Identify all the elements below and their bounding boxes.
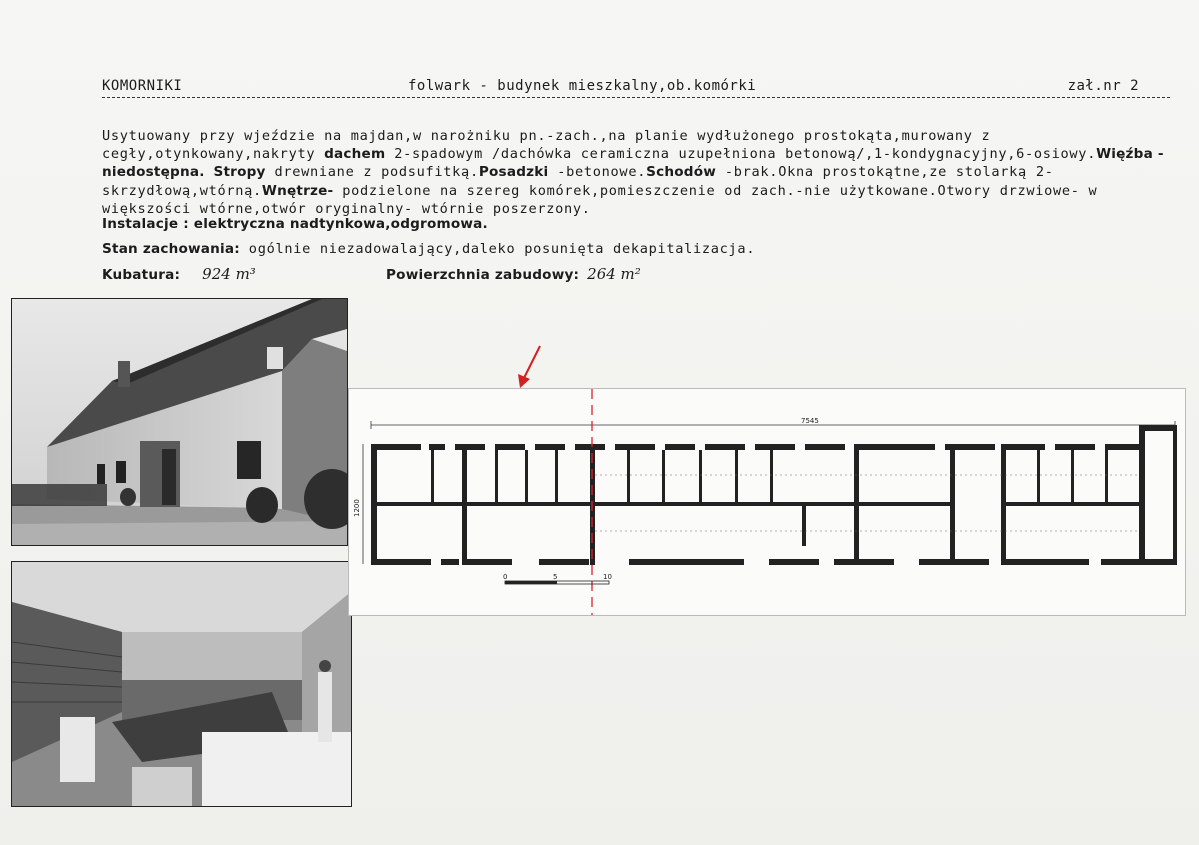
area-line bbox=[386, 265, 641, 283]
floor-plan bbox=[348, 388, 1186, 616]
stairs-label: Schodów bbox=[646, 164, 716, 181]
scale-label-10: 10 bbox=[603, 573, 612, 581]
description-text: Usytuowany przy wjeździe na majdan,w narożniku pn.-zach.,na planie wydłużonego prostokąta,murowany z cegły,otynkowany,nakryty bbox=[102, 128, 991, 163]
description-text: podzielone na szereg komórek,pomieszczenie od zach.-nie użytkowane.Otwory drzwiowe- w większości wtórne,otwór oryginalny- wtórnie poszerzony. bbox=[102, 182, 1098, 217]
red-arrow-icon bbox=[514, 342, 544, 390]
ceilings-label: Stropy bbox=[213, 164, 266, 181]
scale-label-5: 5 bbox=[553, 573, 558, 581]
area-value: 264 m² bbox=[587, 265, 641, 283]
header-title: folwark - budynek mieszkalny,ob.komórki bbox=[408, 78, 757, 94]
header-divider bbox=[102, 97, 1170, 98]
condition-value: ogólnie niezadowalający,daleko posunięta dekapitalizacja. bbox=[239, 241, 756, 257]
roof-label: dachem bbox=[324, 146, 386, 163]
volume-line bbox=[102, 265, 256, 283]
area-label: Powierzchnia zabudowy: bbox=[386, 267, 580, 283]
condition-label: Stan zachowania: bbox=[102, 241, 240, 257]
exterior-photo bbox=[11, 298, 348, 546]
interior-photo bbox=[11, 561, 352, 807]
plan-length-dimension: 7545 bbox=[801, 417, 819, 425]
header-attachment-number: zał.nr 2 bbox=[1067, 78, 1139, 94]
scale-label-0: 0 bbox=[503, 573, 508, 581]
truss-label: Więźba - niedostępna. bbox=[102, 146, 1164, 181]
description-text: 2-spadowym /dachówka ceramiczna uzupełniona betonową/,1-kondygnacyjny,6-osiowy. bbox=[385, 146, 1097, 163]
installations-text: Instalacje : elektryczna nadtynkowa,odgromowa. bbox=[102, 216, 488, 232]
description-text: -betonowe. bbox=[548, 164, 647, 181]
volume-label: Kubatura: bbox=[102, 267, 181, 283]
description-paragraph bbox=[102, 127, 1182, 218]
floors-label: Posadzki bbox=[478, 164, 549, 181]
condition-line bbox=[102, 241, 755, 257]
header-location: KOMORNIKI bbox=[102, 78, 183, 94]
description-text: drewniane z podsufitką. bbox=[265, 164, 479, 181]
volume-value: 924 m³ bbox=[202, 265, 256, 283]
description-text: -brak.Okna prostokątne,ze stolarką 2-skrzydłową,wtórną. bbox=[102, 164, 1054, 199]
plan-width-dimension: 1200 bbox=[353, 499, 361, 517]
installations-line bbox=[102, 216, 488, 232]
interior-label: Wnętrze- bbox=[261, 182, 334, 199]
